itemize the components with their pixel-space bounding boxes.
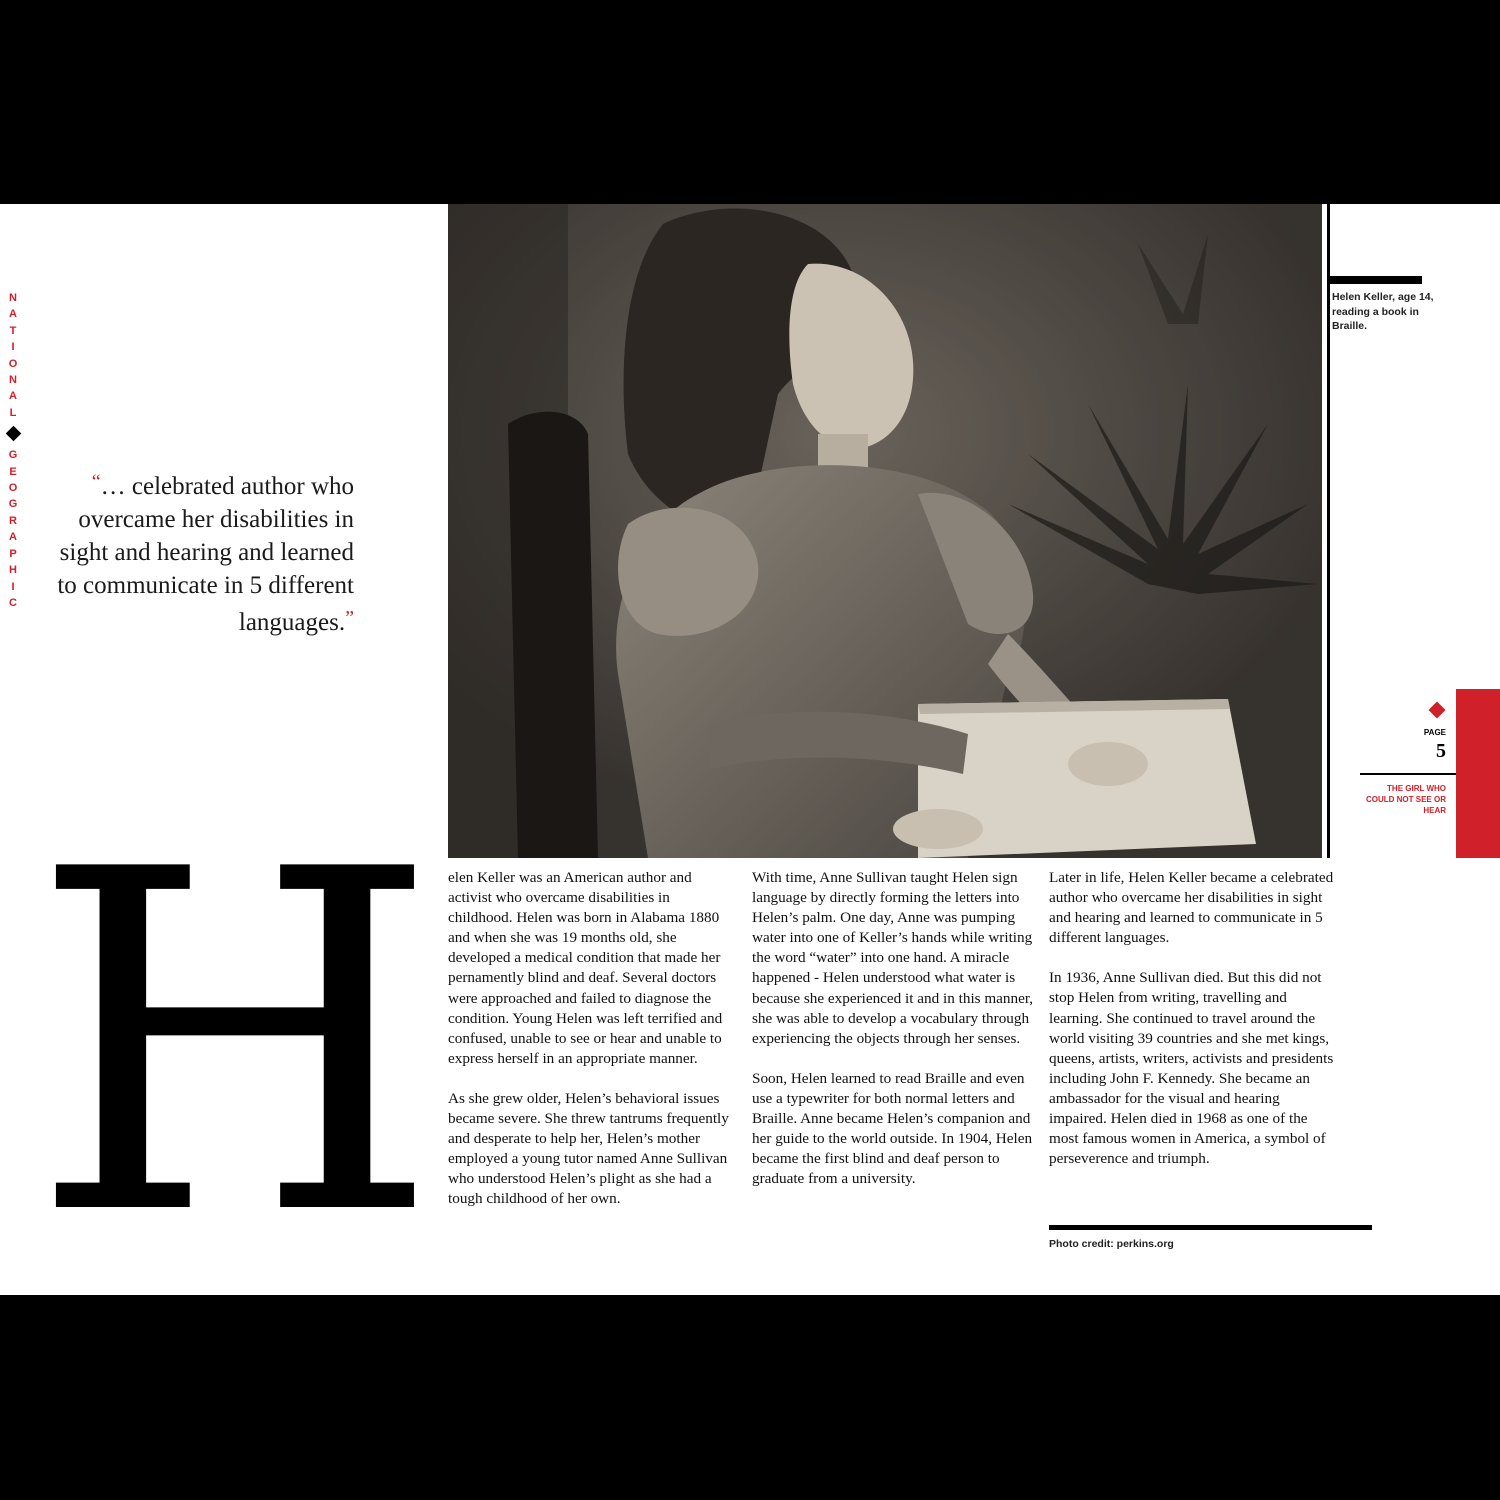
caption-bar — [1330, 276, 1422, 284]
brand-letter: A — [9, 308, 17, 321]
photo-divider-line — [1327, 204, 1330, 858]
article-paragraph: elen Keller was an American author and activist who overcame disabilities in childhood. Helen was born in Alabama 1880 and when she was 19 months old, she developed a medical condition that made her pernamently blind and deaf. Several doctors were approached and failed to diagnose the condition. Young Helen was left terrified and confused, unable to see or hear and unable to express herself in an appropriate manner. — [448, 869, 723, 1067]
helen-keller-photo — [448, 204, 1322, 858]
page-number: 5 — [1436, 740, 1446, 762]
article-paragraph: Soon, Helen learned to read Braille and even use a typewriter for both normal letters and Braille. Anne became Helen’s companion and her guide to the world outside. In 1904, Helen became the first blind and deaf person to graduate from a university. — [752, 1069, 1033, 1188]
diamond-icon — [5, 426, 21, 442]
page-marker-rule — [1360, 773, 1456, 775]
brand-letter: O — [8, 482, 18, 495]
article-paragraph: As she grew older, Helen’s behavioral issues became severe. She threw tantrums frequently and desperate to help her, Helen’s mother employed a young tutor named Anne Sullivan who understood Helen’s plight as she had a tough childhood of her own. — [448, 1089, 729, 1208]
article-column-2 — [752, 868, 1037, 1209]
brand-letter: O — [8, 357, 18, 370]
article-paragraph: Later in life, Helen Keller became a celebrated author who overcame her disabilities in sight and hearing and learned to communicate in 5 different languages. — [1049, 869, 1334, 947]
quote-close-mark: ” — [345, 607, 354, 629]
photo-credit: Photo credit: perkins.org — [1049, 1238, 1174, 1250]
brand-letter: H — [9, 564, 17, 577]
brand-letter: N — [9, 374, 17, 387]
article-paragraph: In 1936, Anne Sullivan died. But this did not stop Helen from writing, travelling and learning. She continued to travel around the world visiting 39 countries and she met kings, queens, artists, writers, activists and presidents including John F. Kennedy. She became an ambassador for the visual and hearing impaired. Helen died in 1968 as one of the most famous women in America, a symbol of perseverence and triumph. — [1049, 969, 1334, 1168]
brand-letter: E — [9, 465, 17, 478]
photo-caption: Helen Keller, age 14, reading a book in Braille. — [1332, 291, 1434, 332]
article-column-3 — [1049, 868, 1334, 1189]
brand-letter: I — [11, 580, 15, 593]
brand-letter: L — [9, 406, 17, 419]
pull-quote-text: … celebrated author who overcame her disabilities in sight and hearing and learned to communicate in 5 different languages. — [57, 473, 354, 636]
page-tab — [1456, 689, 1500, 858]
brand-letter: A — [9, 390, 17, 403]
brand-word-national — [4, 290, 22, 421]
brand-letter: G — [8, 449, 18, 462]
photo-illustration — [448, 204, 1322, 858]
quote-open-mark: “ — [91, 471, 101, 493]
brand-letter: T — [9, 324, 17, 337]
page-section-title: THE GIRL WHO COULD NOT SEE OR HEAR — [1365, 784, 1446, 815]
magazine-page — [0, 204, 1500, 1295]
brand-word-geographic — [4, 447, 22, 611]
brand-letter: G — [8, 498, 18, 511]
brand-letter: I — [11, 341, 15, 354]
brand-letter: C — [9, 596, 17, 609]
diamond-icon — [1429, 702, 1446, 719]
brand-vertical — [4, 290, 22, 611]
page-label: PAGE — [1423, 728, 1446, 737]
brand-letter: N — [9, 292, 17, 304]
pull-quote — [56, 466, 354, 639]
brand-letter: R — [9, 514, 17, 527]
brand-letter: P — [9, 547, 17, 560]
credit-rule — [1049, 1225, 1372, 1230]
drop-cap: H — [30, 771, 440, 1295]
article-column-1 — [448, 868, 733, 1230]
article-paragraph: With time, Anne Sullivan taught Helen sign language by directly forming the letters into Helen’s palm. One day, Anne was pumping water into one of Keller’s hands while writing the word “water” into one hand. A miracle happened - Helen understood what water is because she experienced it and in this manner, she was able to develop a vocabulary through experiencing the objects through her senses. — [752, 869, 1034, 1047]
brand-letter: A — [9, 531, 17, 544]
